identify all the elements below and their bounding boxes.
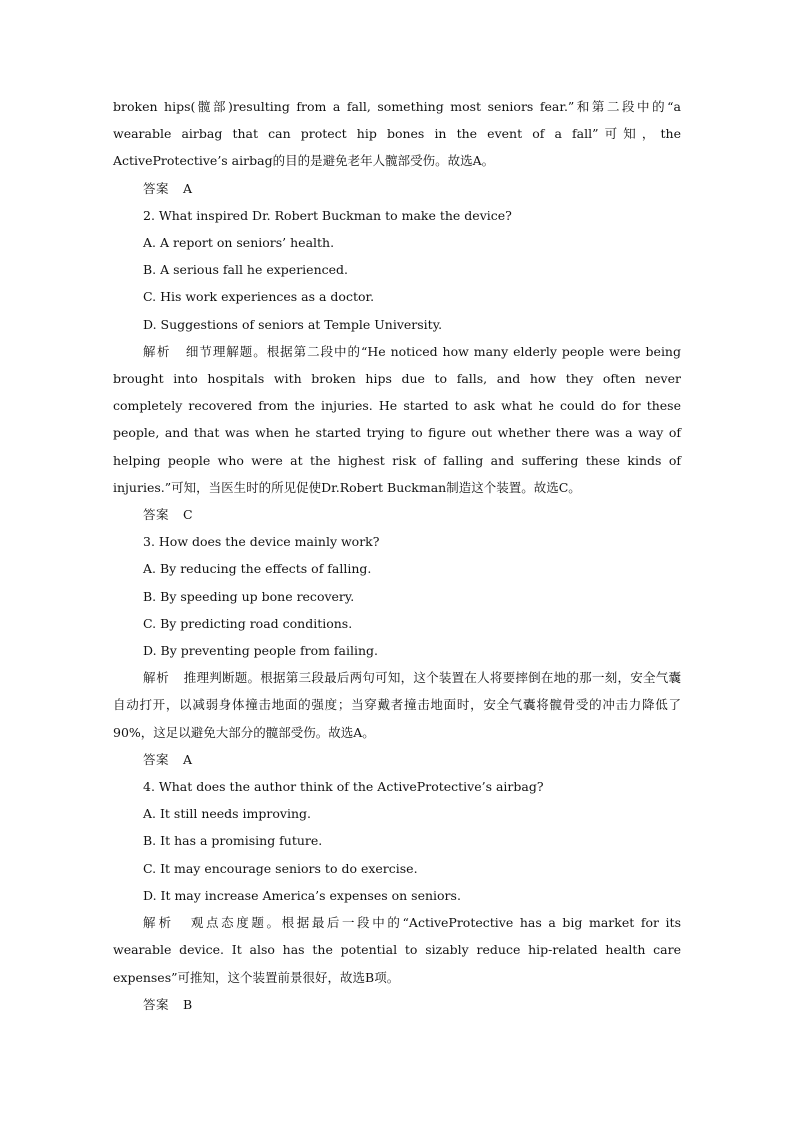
answer-3-label: 答案: [143, 751, 170, 767]
answer-4-value: B: [183, 996, 193, 1012]
answer-1-line: [113, 175, 681, 202]
q4-option-a: A. It still needs improving.: [143, 806, 311, 822]
q2-option-d: D. Suggestions of seniors at Temple University.: [143, 316, 443, 332]
q3-option-c: C. By predicting road conditions.: [143, 615, 353, 631]
q2-option-c: C. His work experiences as a doctor.: [143, 289, 375, 305]
question-3: 3. How does the device mainly work?: [143, 534, 380, 550]
intro-paragraph: broken hips(髋部)resulting from a fall, something most seniors fear.”和第二段中的“a wearable airbag that can protect hip bones in the event of a fall”可知，the ActiveProtective’s airbag的目的是避免老年人髋部受伤。故选A。: [113, 99, 681, 169]
q3-analysis-text: 推理判断题。根据第三段最后两句可知，这个装置在人将要摔倒在地的那一刻，安全气囊自动打开，以减弱身体撞击地面的强度；当穿戴者撞击地面时，安全气囊将髋骨受的冲击力降低了90%，这足以避免大部分的髋部受伤。故选A。: [113, 670, 681, 740]
q3-option-b: B. By speeding up bone recovery.: [143, 588, 355, 604]
answer-1-value: A: [183, 180, 193, 196]
answer-1-label: 答案: [143, 180, 170, 196]
q2-option-b: B. A serious fall he experienced.: [143, 262, 348, 278]
answer-4-label: 答案: [143, 996, 170, 1012]
answer-4-line: [113, 991, 681, 1018]
q4-option-d: D. It may increase America’s expenses on seniors.: [143, 887, 461, 903]
q3-option-a: A. By reducing the effects of falling.: [143, 561, 372, 577]
q4-analysis: [113, 909, 681, 991]
q2-analysis-label: 解析: [143, 343, 171, 359]
q2-option-a: A. A report on seniors’ health.: [143, 235, 335, 251]
document-content: [113, 93, 681, 1018]
question-4: 4. What does the author think of the ActiveProtective’s airbag?: [143, 779, 544, 795]
answer-2-line: [113, 501, 681, 528]
answer-3-value: A: [183, 751, 193, 767]
q4-option-c: C. It may encourage seniors to do exercise.: [143, 860, 418, 876]
q2-analysis-text: 细节理解题。根据第二段中的“He noticed how many elderly people were being brought into hospitals with broken hips due to falls, and how they often never completely recovered from the injuries. He started to ask what he could do for these people, and that was when he started trying to figure out whether there was a way of helping people who were at the highest risk of falling and suffering these kinds of injuries.”可知，当医生时的所见促使Dr.Robert Buckman制造这个装置。故选C。: [113, 343, 681, 495]
q3-option-d: D. By preventing people from failing.: [143, 643, 379, 659]
q4-option-b: B. It has a promising future.: [143, 833, 323, 849]
question-2: 2. What inspired Dr. Robert Buckman to make the device?: [143, 207, 512, 223]
answer-2-label: 答案: [143, 507, 170, 523]
q4-analysis-text: 观点态度题。根据最后一段中的“ActiveProtective has a big market for its wearable device. It also has the potential to sizably reduce hip-related health care expenses”可推知，这个装置前景很好，故选B项。: [113, 915, 681, 985]
q4-analysis-label: 解析: [143, 915, 175, 931]
q3-analysis: [113, 664, 681, 746]
q3-analysis-label: 解析: [143, 670, 170, 686]
answer-2-value: C: [183, 507, 193, 523]
q2-analysis: [113, 338, 681, 501]
answer-3-line: [113, 746, 681, 773]
